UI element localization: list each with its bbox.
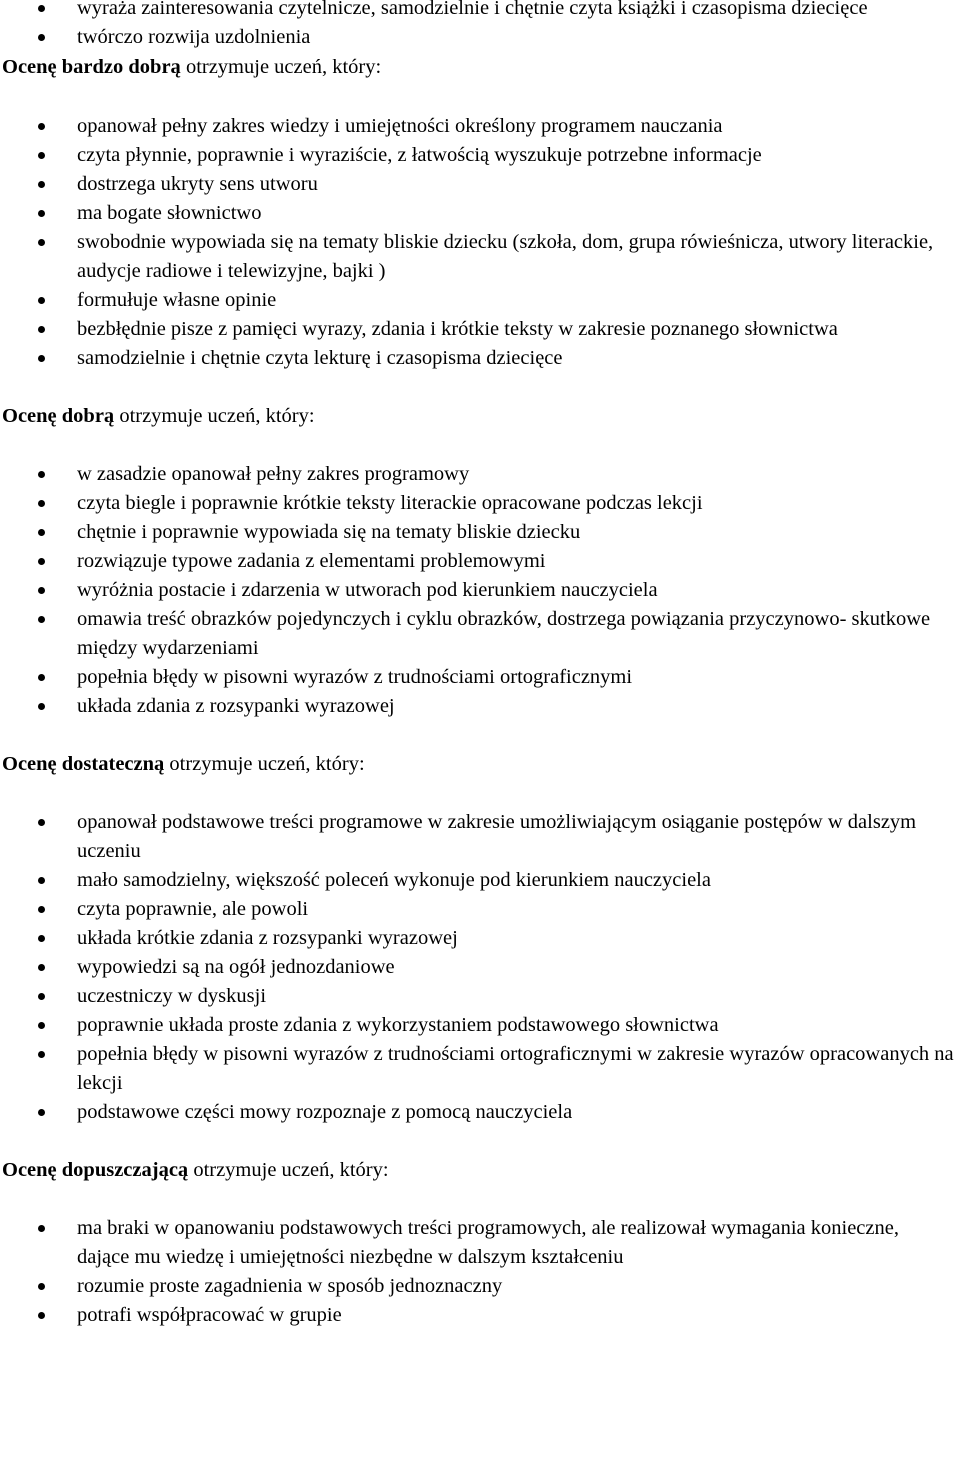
list-item: w zasadzie opanował pełny zakres programowy (0, 460, 960, 489)
section-heading: Ocenę dostateczną otrzymuje uczeń, który: (2, 753, 365, 775)
list-item: układa zdania z rozsypanki wyrazowej (0, 692, 960, 721)
list-item: czyta poprawnie, ale powoli (0, 895, 960, 924)
bullet-icon (38, 5, 45, 12)
section-grade-sufficient (0, 1156, 960, 1330)
grade-name: dobrą (61, 405, 115, 427)
bullet-icon (38, 471, 45, 478)
criteria-list (0, 808, 960, 1127)
list-item: popełnia błędy w pisowni wyrazów z trudnościami ortograficznymi (0, 663, 960, 692)
list-item: opanował pełny zakres wiedzy i umiejętności określony programem nauczania (0, 112, 960, 141)
bullet-icon (38, 210, 45, 217)
list-item: popełnia błędy w pisowni wyrazów z trudnościami ortograficznymi w zakresie wyrazów opracowanych na lekcji (0, 1040, 960, 1098)
list-item: samodzielnie i chętnie czyta lekturę i czasopisma dziecięce (0, 344, 960, 373)
list-item: dostrzega ukryty sens utworu (0, 170, 960, 199)
list-item: wyróżnia postacie i zdarzenia w utworach pod kierunkiem nauczyciela (0, 576, 960, 605)
bullet-icon (38, 616, 45, 623)
section-heading: Ocenę bardzo dobrą otrzymuje uczeń, który: (2, 56, 382, 78)
bullet-icon (38, 819, 45, 826)
criteria-list (0, 1214, 960, 1330)
section-grade-very-good (0, 53, 960, 373)
bullet-icon (38, 326, 45, 333)
list-item: rozwiązuje typowe zadania z elementami problemowymi (0, 547, 960, 576)
list-item: czyta biegle i poprawnie krótkie teksty literackie opracowane podczas lekcji (0, 489, 960, 518)
list-item: omawia treść obrazków pojedynczych i cyklu obrazków, dostrzega powiązania przyczynowo- skutkowe między wydarzeniami (0, 605, 960, 663)
list-item: mało samodzielny, większość poleceń wykonuje pod kierunkiem nauczyciela (0, 866, 960, 895)
bullet-icon (38, 964, 45, 971)
list-item: poprawnie układa proste zdania z wykorzystaniem podstawowego słownictwa (0, 1011, 960, 1040)
bullet-icon (38, 152, 45, 159)
criteria-list (0, 112, 960, 373)
bullet-icon (38, 123, 45, 130)
list-item: podstawowe części mowy rozpoznaje z pomocą nauczyciela (0, 1098, 960, 1127)
list-item: chętnie i poprawnie wypowiada się na tematy bliskie dziecku (0, 518, 960, 547)
section-heading: Ocenę dopuszczającą otrzymuje uczeń, który: (2, 1159, 389, 1181)
list-item: swobodnie wypowiada się na tematy bliskie dziecku (szkoła, dom, grupa rówieśnicza, utwory literackie, audycje radiowe i telewizyjne, bajki ) (0, 228, 960, 286)
list-item: uczestniczy w dyskusji (0, 982, 960, 1011)
criteria-list (0, 460, 960, 721)
bullet-icon (38, 1225, 45, 1232)
section-grade-good (0, 402, 960, 721)
bullet-icon (38, 558, 45, 565)
grade-name: dopuszczającą (61, 1159, 189, 1181)
bullet-icon (38, 993, 45, 1000)
bullet-icon (38, 1051, 45, 1058)
section-grade-satisfactory (0, 750, 960, 1127)
grade-name: bardzo dobrą (61, 56, 181, 78)
bullet-icon (38, 703, 45, 710)
list-item: formułuje własne opinie (0, 286, 960, 315)
bullet-icon (38, 355, 45, 362)
list-item: układa krótkie zdania z rozsypanki wyrazowej (0, 924, 960, 953)
list-item: twórczo rozwija uzdolnienia (0, 23, 960, 52)
list-item: ma bogate słownictwo (0, 199, 960, 228)
bullet-icon (38, 1312, 45, 1319)
grade-name: dostateczną (61, 753, 165, 775)
bullet-icon (38, 1283, 45, 1290)
section-heading: Ocenę dobrą otrzymuje uczeń, który: (2, 405, 315, 427)
bullet-icon (38, 529, 45, 536)
bullet-icon (38, 674, 45, 681)
bullet-icon (38, 500, 45, 507)
bullet-icon (38, 587, 45, 594)
list-item: wypowiedzi są na ogół jednozdaniowe (0, 953, 960, 982)
bullet-icon (38, 935, 45, 942)
list-item: opanował podstawowe treści programowe w zakresie umożliwiającym osiąganie postępów w dalszym uczeniu (0, 808, 960, 866)
list-item: potrafi współpracować w grupie (0, 1301, 960, 1330)
list-item: czyta płynnie, poprawnie i wyraziście, z łatwością wyszukuje potrzebne informacje (0, 141, 960, 170)
bullet-icon (38, 877, 45, 884)
bullet-icon (38, 1109, 45, 1116)
bullet-icon (38, 297, 45, 304)
list-item: wyraża zainteresowania czytelnicze, samodzielnie i chętnie czyta książki i czasopisma dziecięce (0, 0, 960, 23)
list-item: rozumie proste zagadnienia w sposób jednoznaczny (0, 1272, 960, 1301)
bullet-icon (38, 181, 45, 188)
intro-list (0, 0, 960, 52)
list-item: ma braki w opanowaniu podstawowych treści programowych, ale realizował wymagania konieczne, dające mu wiedzę i umiejętności niezbędne w dalszym kształceniu (0, 1214, 960, 1272)
bullet-icon (38, 239, 45, 246)
bullet-icon (38, 1022, 45, 1029)
list-item: bezbłędnie pisze z pamięci wyrazy, zdania i krótkie teksty w zakresie poznanego słownictwa (0, 315, 960, 344)
bullet-icon (38, 906, 45, 913)
bullet-icon (38, 34, 45, 41)
